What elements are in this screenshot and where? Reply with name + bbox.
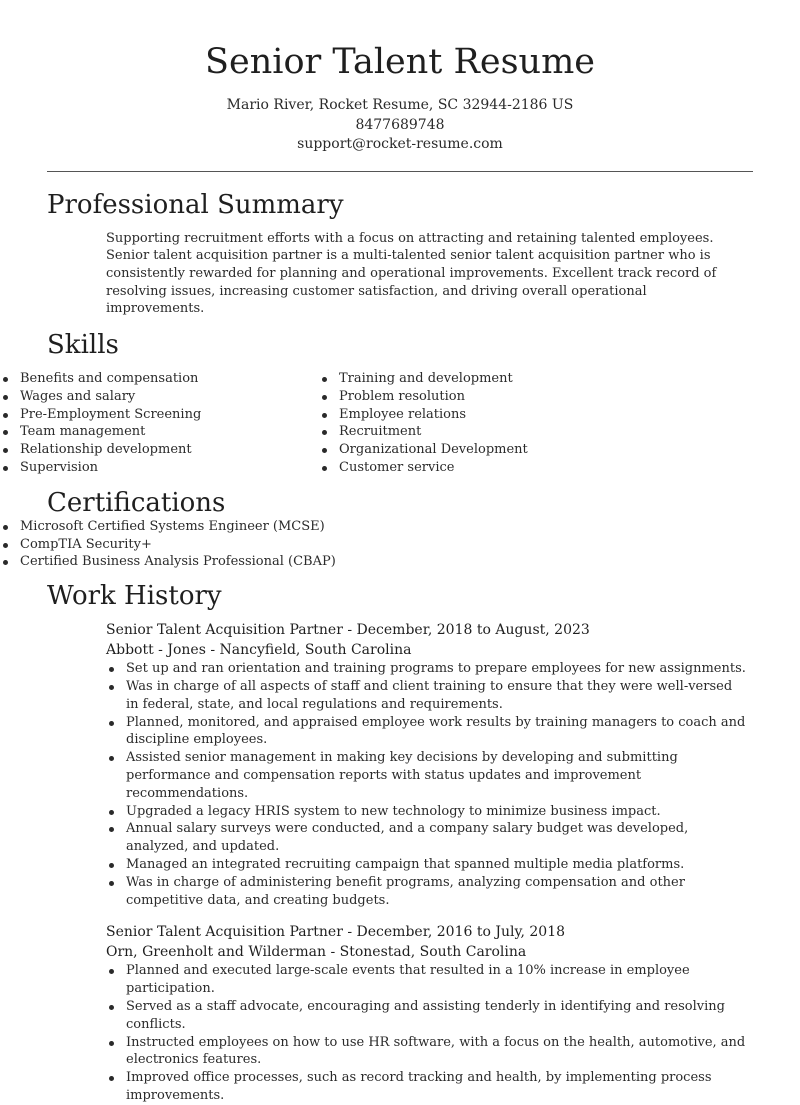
job-bullet: Was in charge of administering benefit programs, analyzing compensation and other competitive data, and creating budgets. (106, 874, 746, 910)
certifications-heading: Certifications (47, 487, 226, 518)
skill-item: Customer service (319, 459, 659, 477)
contact-email: support@rocket-resume.com (297, 136, 503, 152)
certifications-list (0, 518, 800, 571)
skill-item: Pre-Employment Screening (0, 406, 319, 424)
contact-phone: 8477689748 (355, 116, 445, 133)
skill-item: Employee relations (319, 406, 659, 424)
skill-item: Training and development (319, 370, 659, 388)
job-company-line: Orn, Greenholt and Wilderman - Stonestad, South Carolina (106, 943, 527, 960)
job-bullet: Annual salary surveys were conducted, and a company salary budget was developed, analyzed, and updated. (106, 820, 746, 856)
job-bullet: Assisted senior management in making key decisions by developing and submitting performance and compensation reports with status updates and improvement recommendations. (106, 749, 746, 802)
job-entry (106, 923, 800, 1104)
work-history-heading: Work History (47, 581, 222, 612)
summary-text: Supporting recruitment efforts with a focus on attracting and retaining talented employees. Senior talent acquisition partner is a multi-talented senior talent acquisition partner who is consistently rewarded for planning and operational improvements. Excellent track record of resolving issues, increasing customer satisfaction, and driving overall operational improvements. (106, 230, 717, 317)
resume-header (0, 0, 800, 155)
job-company-line: Abbott - Jones - Nancyfield, South Carolina (106, 641, 412, 658)
job-bullet: Served as a staff advocate, encouraging and assisting tenderly in identifying and resolving conflicts. (106, 998, 746, 1034)
job-bullet: Upgraded a legacy HRIS system to new technology to minimize business impact. (106, 803, 746, 821)
header-divider (47, 171, 753, 172)
contact-address: Mario River, Rocket Resume, SC 32944-2186 US (226, 97, 574, 113)
job-bullet: Instructed employees on how to use HR software, with a focus on the health, automotive, and electronics features. (106, 1034, 746, 1070)
skills-list-left (0, 370, 319, 477)
job-bullet: Planned and executed large-scale events that resulted in a 10% increase in employee participation. (106, 962, 746, 998)
job-bullets (106, 962, 746, 1104)
skills-grid (0, 370, 800, 477)
job-bullet: Managed an integrated recruiting campaign that spanned multiple media platforms. (106, 856, 746, 874)
skill-item: Relationship development (0, 441, 319, 459)
job-bullets (106, 660, 746, 909)
certification-item: CompTIA Security+ (0, 536, 800, 554)
summary-heading: Professional Summary (47, 189, 344, 220)
skills-heading: Skills (47, 330, 119, 361)
resume-name: Senior Talent Resume (205, 42, 595, 82)
skill-item: Benefits and compensation (0, 370, 319, 388)
skill-item: Recruitment (319, 423, 659, 441)
skills-list-right (319, 370, 659, 477)
skill-item: Team management (0, 423, 319, 441)
job-role-line: Senior Talent Acquisition Partner - December, 2016 to July, 2018 (106, 924, 566, 941)
certification-item: Microsoft Certified Systems Engineer (MCSE) (0, 518, 800, 536)
job-entry (106, 621, 800, 909)
job-bullet: Was in charge of all aspects of staff and client training to ensure that they were well-versed in federal, state, and local regulations and requirements. (106, 678, 746, 714)
job-role-line: Senior Talent Acquisition Partner - December, 2018 to August, 2023 (106, 622, 590, 639)
job-bullet: Planned, monitored, and appraised employee work results by training managers to coach and discipline employees. (106, 714, 746, 750)
skill-item: Supervision (0, 459, 319, 477)
skill-item: Problem resolution (319, 388, 659, 406)
certification-item: Certified Business Analysis Professional (CBAP) (0, 553, 800, 571)
skill-item: Organizational Development (319, 441, 659, 459)
skill-item: Wages and salary (0, 388, 319, 406)
job-bullet: Set up and ran orientation and training programs to prepare employees for new assignments. (106, 660, 746, 678)
job-bullet: Improved office processes, such as record tracking and health, by implementing process improvements. (106, 1069, 746, 1105)
